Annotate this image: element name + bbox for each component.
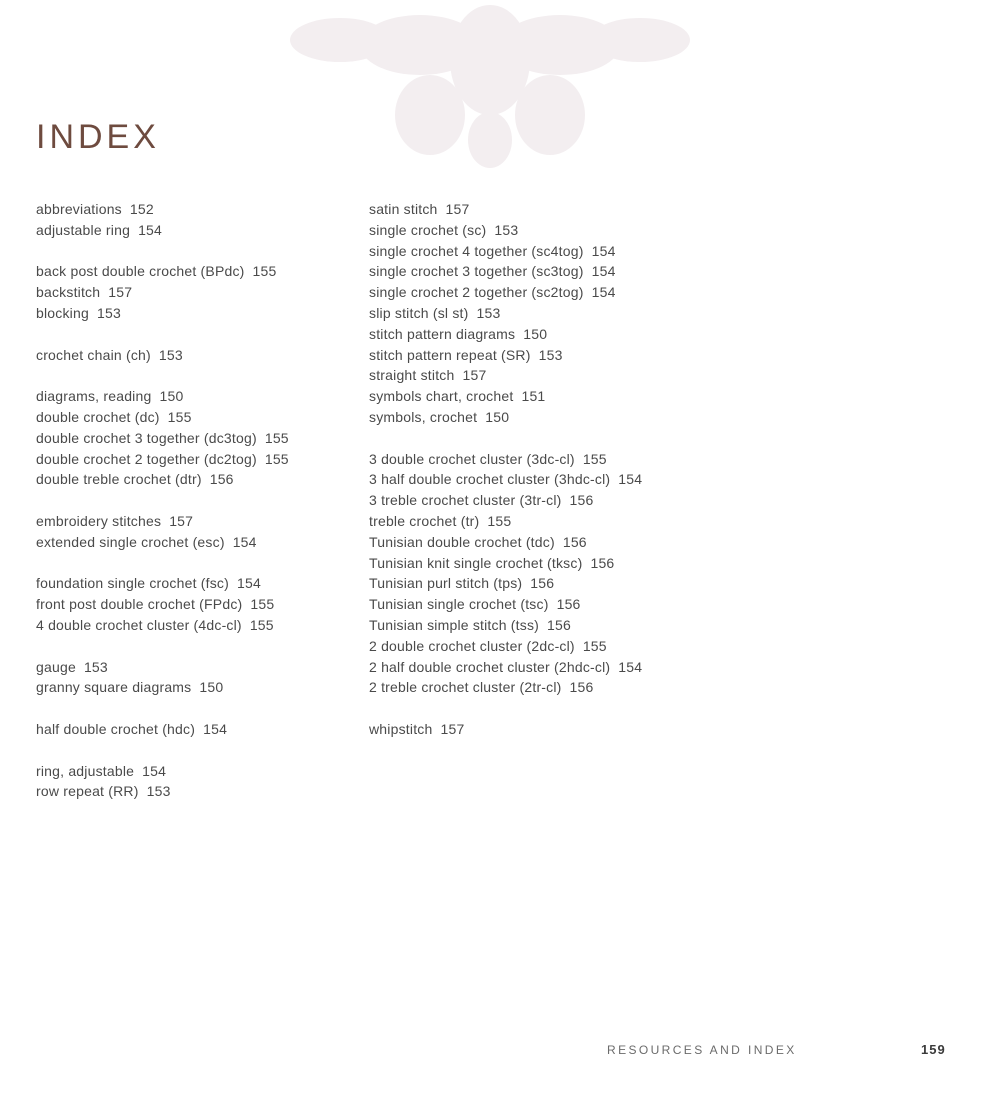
group-spacer bbox=[36, 365, 289, 386]
index-entry bbox=[36, 303, 289, 324]
index-entry bbox=[369, 532, 642, 553]
index-entry bbox=[369, 407, 642, 428]
index-term: 3 half double crochet cluster (3hdc-cl) bbox=[369, 471, 611, 488]
index-term: single crochet 2 together (sc2tog) bbox=[369, 284, 584, 301]
index-term: adjustable ring bbox=[36, 221, 131, 238]
index-entry bbox=[36, 220, 289, 241]
index-page-ref: 155 bbox=[167, 408, 192, 425]
index-entry bbox=[36, 199, 289, 220]
index-page-ref: 151 bbox=[521, 388, 546, 405]
group-spacer bbox=[369, 698, 642, 719]
index-entry bbox=[369, 573, 642, 594]
index-entry bbox=[36, 781, 289, 802]
index-term: Tunisian knit single crochet (tksc) bbox=[369, 554, 583, 571]
index-term: gauge bbox=[36, 658, 76, 675]
index-term: blocking bbox=[36, 304, 89, 321]
index-page-ref: 152 bbox=[129, 201, 154, 217]
index-page-ref: 156 bbox=[590, 554, 615, 571]
index-page-ref: 154 bbox=[618, 658, 643, 675]
index-term: satin stitch bbox=[369, 201, 438, 217]
index-page-ref: 153 bbox=[146, 783, 171, 800]
index-page-ref: 153 bbox=[96, 304, 121, 321]
index-term: 2 treble crochet cluster (2tr-cl) bbox=[369, 679, 562, 696]
index-page-ref: 155 bbox=[582, 450, 607, 467]
group-spacer bbox=[36, 740, 289, 761]
index-term: 3 double crochet cluster (3dc-cl) bbox=[369, 450, 575, 467]
index-term: single crochet (sc) bbox=[369, 221, 487, 238]
index-term: 2 double crochet cluster (2dc-cl) bbox=[369, 637, 575, 654]
index-term: half double crochet (hdc) bbox=[36, 720, 196, 737]
index-entry bbox=[36, 573, 289, 594]
index-entry bbox=[369, 303, 642, 324]
page-title: INDEX bbox=[36, 118, 160, 156]
index-page-ref: 150 bbox=[159, 388, 184, 405]
index-column-right bbox=[369, 199, 642, 740]
index-entry bbox=[36, 511, 289, 532]
index-entry bbox=[36, 677, 289, 698]
index-entry bbox=[36, 282, 289, 303]
index-entry bbox=[369, 511, 642, 532]
index-entry bbox=[369, 469, 642, 490]
group-spacer bbox=[36, 553, 289, 574]
page-number: 159 bbox=[921, 1042, 946, 1057]
index-entry bbox=[369, 324, 642, 345]
index-term: Tunisian double crochet (tdc) bbox=[369, 533, 555, 550]
index-page-ref: 155 bbox=[250, 596, 275, 613]
index-entry bbox=[36, 532, 289, 553]
index-page-ref: 157 bbox=[445, 201, 470, 217]
footer-section-title: RESOURCES AND INDEX bbox=[607, 1043, 797, 1057]
index-entry bbox=[369, 199, 642, 220]
index-page-ref: 155 bbox=[582, 637, 607, 654]
index-entry bbox=[36, 449, 289, 470]
index-entry bbox=[369, 594, 642, 615]
index-term: slip stitch (sl st) bbox=[369, 304, 469, 321]
index-entry bbox=[369, 677, 642, 698]
index-page-ref: 156 bbox=[562, 533, 587, 550]
index-term: 4 double crochet cluster (4dc-cl) bbox=[36, 616, 242, 633]
index-page-ref: 155 bbox=[264, 429, 289, 446]
index-entry bbox=[36, 615, 289, 636]
index-term: ring, adjustable bbox=[36, 762, 135, 779]
index-entry bbox=[36, 719, 289, 740]
index-page-ref: 156 bbox=[547, 616, 571, 633]
index-page-ref: 154 bbox=[232, 533, 257, 550]
group-spacer bbox=[369, 428, 642, 449]
index-term: single crochet 3 together (sc3tog) bbox=[369, 263, 584, 280]
group-spacer bbox=[36, 636, 289, 657]
index-term: double crochet (dc) bbox=[36, 408, 160, 425]
decorative-ornament-icon bbox=[280, 0, 700, 170]
index-column-left bbox=[36, 199, 289, 802]
index-page-ref: 153 bbox=[494, 221, 519, 238]
index-page-ref: 157 bbox=[169, 512, 194, 529]
index-term: symbols chart, crochet bbox=[369, 388, 514, 405]
index-term: back post double crochet (BPdc) bbox=[36, 263, 245, 280]
group-spacer bbox=[36, 490, 289, 511]
index-term: double crochet 3 together (dc3tog) bbox=[36, 429, 257, 446]
index-term: row repeat (RR) bbox=[36, 783, 139, 800]
index-entry bbox=[36, 594, 289, 615]
index-term: extended single crochet (esc) bbox=[36, 533, 225, 550]
index-entry bbox=[36, 428, 289, 449]
index-entry bbox=[369, 241, 642, 262]
index-page-ref: 157 bbox=[440, 720, 465, 737]
index-page-ref: 156 bbox=[209, 471, 234, 488]
index-page-ref: 155 bbox=[487, 512, 512, 529]
index-page-ref: 156 bbox=[569, 492, 594, 509]
index-term: double crochet 2 together (dc2tog) bbox=[36, 450, 257, 467]
index-entry bbox=[369, 636, 642, 657]
index-page-ref: 157 bbox=[108, 284, 133, 301]
index-page-ref: 154 bbox=[138, 221, 163, 238]
index-page-ref: 155 bbox=[264, 450, 289, 467]
index-term: treble crochet (tr) bbox=[369, 512, 480, 529]
index-term: backstitch bbox=[36, 284, 101, 301]
index-entry bbox=[36, 386, 289, 407]
index-term: whipstitch bbox=[369, 720, 433, 737]
index-term: embroidery stitches bbox=[36, 512, 162, 529]
index-page-ref: 153 bbox=[538, 346, 563, 363]
index-term: Tunisian single crochet (tsc) bbox=[369, 596, 549, 613]
index-term: front post double crochet (FPdc) bbox=[36, 596, 243, 613]
index-term: 3 treble crochet cluster (3tr-cl) bbox=[369, 492, 562, 509]
index-entry bbox=[36, 345, 289, 366]
index-page-ref: 154 bbox=[236, 575, 261, 592]
index-page-ref: 150 bbox=[485, 408, 510, 425]
index-page-ref: 150 bbox=[523, 325, 548, 342]
index-term: single crochet 4 together (sc4tog) bbox=[369, 242, 584, 259]
index-entry bbox=[36, 469, 289, 490]
index-entry bbox=[369, 345, 642, 366]
index-entry bbox=[369, 553, 642, 574]
index-page-ref: 155 bbox=[249, 616, 274, 633]
index-entry bbox=[369, 386, 642, 407]
index-term: double treble crochet (dtr) bbox=[36, 471, 202, 488]
index-term: Tunisian purl stitch (tps) bbox=[369, 575, 523, 592]
group-spacer bbox=[36, 698, 289, 719]
index-entry bbox=[369, 261, 642, 282]
index-term: abbreviations bbox=[36, 201, 122, 217]
index-page-ref: 154 bbox=[618, 471, 643, 488]
index-entry bbox=[369, 615, 642, 636]
index-page-ref: 153 bbox=[158, 346, 183, 363]
index-page-ref: 156 bbox=[569, 679, 594, 696]
index-term: stitch pattern repeat (SR) bbox=[369, 346, 531, 363]
index-entry bbox=[36, 761, 289, 782]
index-page-ref: 150 bbox=[199, 679, 224, 696]
index-entry bbox=[36, 657, 289, 678]
index-entry bbox=[369, 449, 642, 470]
index-term: straight stitch bbox=[369, 367, 455, 384]
index-term: granny square diagrams bbox=[36, 679, 192, 696]
index-term: diagrams, reading bbox=[36, 388, 152, 405]
index-page-ref: 154 bbox=[591, 284, 616, 301]
index-term: foundation single crochet (fsc) bbox=[36, 575, 229, 592]
group-spacer bbox=[36, 324, 289, 345]
index-entry bbox=[36, 261, 289, 282]
index-page-ref: 154 bbox=[142, 762, 167, 779]
index-term: crochet chain (ch) bbox=[36, 346, 151, 363]
index-entry bbox=[36, 407, 289, 428]
index-page-ref: 155 bbox=[252, 263, 277, 280]
index-page-ref: 156 bbox=[556, 596, 581, 613]
index-page-ref: 153 bbox=[83, 658, 108, 675]
index-entry bbox=[369, 719, 642, 740]
index-entry bbox=[369, 490, 642, 511]
group-spacer bbox=[36, 241, 289, 262]
index-term: 2 half double crochet cluster (2hdc-cl) bbox=[369, 658, 611, 675]
index-page-ref: 156 bbox=[530, 575, 555, 592]
index-page-ref: 154 bbox=[203, 720, 228, 737]
index-term: stitch pattern diagrams bbox=[369, 325, 516, 342]
index-entry bbox=[369, 657, 642, 678]
index-page-ref: 154 bbox=[591, 242, 616, 259]
index-entry bbox=[369, 365, 642, 386]
index-entry bbox=[369, 282, 642, 303]
index-term: symbols, crochet bbox=[369, 408, 478, 425]
index-page-ref: 154 bbox=[591, 263, 616, 280]
index-page-ref: 153 bbox=[476, 304, 501, 321]
index-page-ref: 157 bbox=[462, 367, 487, 384]
index-term: Tunisian simple stitch (tss) bbox=[369, 616, 540, 633]
index-entry bbox=[369, 220, 642, 241]
